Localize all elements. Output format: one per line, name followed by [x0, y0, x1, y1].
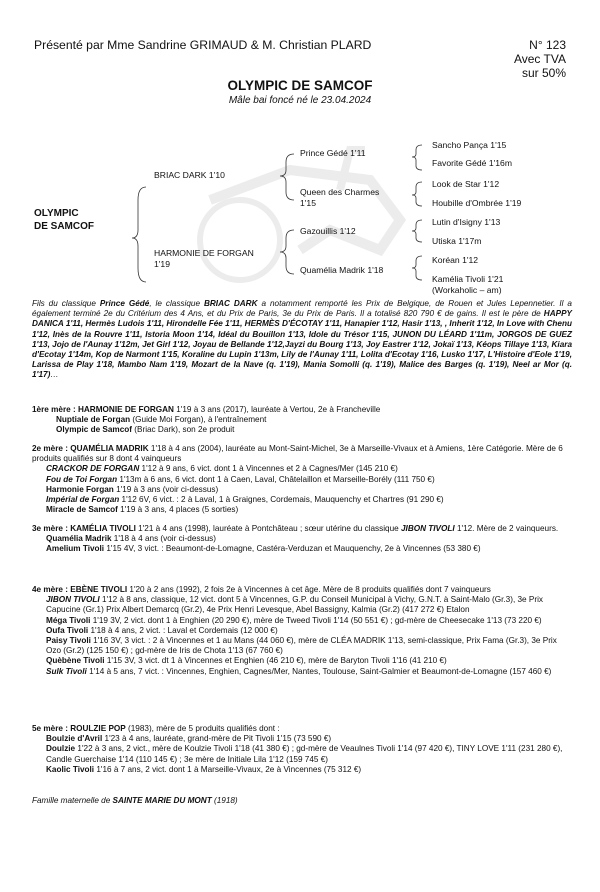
second-dam-produce-3 [32, 485, 572, 495]
family-year: (1918) [211, 796, 238, 805]
produce-detail: 1'19 3V, 2 vict. dont 1 à Enghien (20 290 €), mère de Tweed Tivoli 1'14 (50 551 €) ; gd-mère de Cheesecake 1'13 (73 220 €) [90, 615, 542, 625]
sire-bold-2: BRIAC DARK [203, 299, 258, 308]
third-dam-rest: 1'21 à 4 ans (1998), lauréate à Pontchâteau ; sœur utérine du classique [135, 524, 401, 533]
horse-title: OLYMPIC DE SAMCOF [227, 78, 373, 93]
ddd [432, 274, 503, 296]
dds: Koréan 1'12 [432, 255, 479, 265]
produce-detail: 1'18 à 4 ans (voir ci-dessus) [111, 534, 216, 544]
pedigree-horse-line1: OLYMPIC [34, 208, 79, 219]
fourth-dam-produce-5 [32, 656, 572, 666]
third-dam-brother: JIBON TIVOLI [400, 524, 455, 533]
produce-name: Paisy Tivoli [46, 636, 91, 646]
produce-detail: 1'22 à 3 ans, 2 vict., mère de Koulzie Tivoli 1'18 (41 380 €) ; gd-mère de Veaulnes Tivoli 1'14 (97 420 €), TINY LOVE 1'11 (231 280 €), Candle Guerchaise 1'14 (110 145 €) ; 3e mère de Initiale Lila 1'12 (159 745 €) [46, 744, 563, 764]
dam-line2: 1'19 [154, 259, 170, 269]
produce-name: CRACKOR DE FORGAN [46, 464, 140, 474]
produce-name: Oufa Tivoli [46, 625, 89, 635]
fifth-dam-produce-2 [32, 744, 572, 764]
dam-sire: Gazouillis 1'12 [300, 226, 356, 236]
third-dam-rest2: 1'12. Mère de 2 vainqueurs. [454, 524, 559, 533]
third-dam-produce-1 [32, 534, 572, 544]
second-dam-produce-1 [32, 464, 572, 474]
second-dam-produce-4 [32, 495, 572, 505]
first-dam-label: 1ère mère : [32, 405, 78, 414]
produce-detail: 1'18 à 4 ans, 2 vict. : Laval et Cordemais (12 000 €) [88, 625, 278, 635]
second-dam-name: QUAMÉLIA MADRIK [70, 444, 149, 453]
produce-detail: 1'14 à 5 ans, 7 vict. : Vincennes, Enghien, Cagnes/Mer, Nantes, Toulouse, Saint-Galmier et Beaumont-de-Lomagne (157 460 €) [86, 666, 552, 676]
dam-dam: Quamélia Madrik 1'18 [300, 265, 384, 275]
fifth-dam-label: 5e mère : [32, 724, 71, 733]
produce-name: Kaolic Tivoli [46, 764, 95, 774]
third-dam-section [32, 524, 572, 555]
produce-detail: 1'13m à 6 ans, 6 vict. dont 1 à Caen, Laval, Châtelaillon et Marseille-Borély (111 750 €) [117, 474, 435, 484]
first-dam-section [32, 405, 572, 436]
sire-dam [300, 187, 379, 209]
fourth-dam-produce-4 [32, 636, 572, 656]
produce-name: Quèbène Tivoli [46, 656, 105, 666]
maternal-family [32, 796, 238, 805]
produce-name: Sulk Tivoli [46, 666, 87, 676]
third-dam-label: 3e mère : [32, 524, 71, 533]
sss: Sancho Pança 1'15 [432, 140, 507, 150]
sire-paragraph [32, 299, 572, 381]
second-dam-produce-2 [32, 475, 572, 485]
first-dam-rest: 1'19 à 3 ans (2017), lauréate à Vertou, 2e à Francheville [173, 405, 381, 414]
sire-text-1: Fils du classique [32, 299, 100, 308]
second-dam-section [32, 444, 572, 515]
produce-detail: 1'12 à 9 ans, 6 vict. dont 1 à Vincennes et 2 à Cagnes/Mer (145 210 €) [139, 464, 398, 474]
fourth-dam-rest: 1'20 à 2 ans (1992), 2 fois 2e à Vincennes à cet âge. Mère de 8 produits qualifiés dont 7 vainqueurs [127, 585, 491, 594]
fifth-dam-section [32, 724, 572, 775]
sire: BRIAC DARK 1'10 [154, 170, 225, 180]
produce-name: Impérial de Forgan [46, 495, 120, 505]
sire-text-4: … [50, 370, 59, 380]
produce-name: JIBON TIVOLI [46, 595, 100, 605]
second-dam-produce-5 [32, 505, 572, 515]
produce-name: Nuptiale de Forgan [56, 415, 131, 425]
produce-detail: 1'12 à 8 ans, classique, 12 vict. dont 5 à Vincennes, G.P. du Conseil Municipal à Vichy, G.N.T. à Saint-Malo (Gr.3), 3e Prix Capucine (Gr.1) Prix Albert Demarcq (Gr.2), 4e Prix Henri Levesque, Abel Bassigny, Kalmia (Gr.2) (417 272 €) Etalon [46, 595, 543, 615]
fourth-dam-label: 4e mère : [32, 585, 71, 594]
fourth-dam-produce-3 [32, 626, 572, 636]
fifth-dam-produce-3 [32, 765, 572, 775]
produce-detail: 1'15 4V, 3 vict. : Beaumont-de-Lomagne, Castéra-Verduzan et Mauquenchy, 2e à Vincennes (53 380 €) [104, 544, 481, 554]
family-name: SAINTE MARIE DU MONT [112, 796, 212, 805]
sire-progeny: HAPPY DANICA 1'11, Hermès Ludois 1'11, Hirondelle Fée 1'11, HERMÈS D'ÉCOTAY 1'11, Hanapier 1'12, Hasir 1'13, , Inherit 1'12, In Love with Chenu 1'12, Inès de la Rouvre 1'11, Istoria Moon 1'14, Idéal du Bouillon 1'13, Idole du Trésor 1'15, JUNON DU LÉARD 1'11m, JORGOS DE GUEZ 1'13, Jojo de l'Aunay 1'12m, Jet Girl 1'12, Joyau de Bellande 1'12,Jayzi du Bourg 1'13, Joy Eastrer 1'12, Jokaï 1'13, Kéops Tillaye 1'13, Kiara d'Ecotay 1'14m, Kop de Narmont 1'15, Koraline du Lupin 1'13m, Lily de l'Aunay 1'11, Lolita d'Ecotay 1'16, Lusko 1'17, L'Histoire d'Eole 1'19, Larissa de Play 1'18, Mambo Nam 1'19, Mozart de la Nave (q. 1'19), Mania Somolli (q. 1'19), Malice des Barges (q. 1'19), Neel ar Mor (q. 1'17) [32, 309, 572, 380]
fifth-dam-name: ROULZIE POP [70, 724, 126, 733]
third-dam-name: KAMÉLIA TIVOLI [70, 524, 136, 533]
produce-detail: 1'16 à 7 ans, 2 vict. dont 1 à Marseille-Vivaux, 2e à Vincennes (75 312 €) [94, 764, 362, 774]
produce-name: Miracle de Samcof [46, 505, 118, 515]
second-dam-rest: 1'18 à 4 ans (2004), lauréate au Mont-Saint-Michel, 3e à Marseille-Vivaux et à Amiens, 1ère Catégorie. Mère de 6 produits qualifiés sur 8 dont 4 vainqueurs [32, 444, 563, 464]
tva-label: Avec TVA [513, 52, 566, 66]
pedigree-braces [130, 140, 430, 300]
first-dam-produce-1 [32, 415, 572, 425]
produce-detail: 1'16 3V, 3 vict. : 2 à Vincennes et 1 au Mans (44 060 €), mère de CLÉA MADRIK 1'13, semi-classique, Prix Fama (Gr.3), 3e Prix Ozo (Gr.2) (125 150 €) ; gd-mère de Iris de Chota 1'13 (67 760 €) [46, 636, 557, 656]
share-label: sur 50% [521, 66, 566, 80]
produce-name: Amelium Tivoli [46, 544, 105, 554]
produce-detail: 1'19 à 3 ans (voir ci-dessus) [113, 484, 219, 494]
produce-detail: (Guide Moi Forgan), à l'entraînement [130, 415, 267, 425]
family-prefix: Famille maternelle de [32, 796, 113, 805]
produce-detail: (Briac Dark), son 2e produit [132, 425, 235, 435]
presenter-line: Présenté par Mme Sandrine GRIMAUD & M. Christian PLARD [34, 38, 372, 52]
horse-subtitle: Mâle bai foncé né le 23.04.2024 [228, 95, 372, 106]
fifth-dam-produce-1 [32, 734, 572, 744]
produce-name: Boulzie d'Avril [46, 734, 103, 744]
third-dam-produce-2 [32, 544, 572, 554]
produce-detail: 1'23 à 4 ans, lauréate, grand-mère de Pit Tivoli 1'15 (73 590 €) [102, 734, 332, 744]
lot-number: N° 123 [529, 38, 566, 52]
fourth-dam-produce-2 [32, 616, 572, 626]
produce-name: Méga Tivoli [46, 615, 91, 625]
fourth-dam-section [32, 585, 572, 677]
produce-name: Harmonie Forgan [46, 484, 114, 494]
dss: Lutin d'Isigny 1'13 [432, 217, 501, 227]
produce-detail: 1'15 3V, 3 vict. dt 1 à Vincennes et Enghien (46 210 €), mère de Baryton Tivoli 1'16 (41 210 €) [104, 656, 447, 666]
fourth-dam-produce-1 [32, 595, 572, 615]
fourth-dam-name: EBÈNE TIVOLI [70, 585, 128, 594]
sire-text-2: , le classique [149, 299, 204, 308]
first-dam-name: HARMONIE DE FORGAN [77, 405, 174, 414]
produce-name: Olympic de Samcof [56, 425, 132, 435]
dam-line1: HARMONIE DE FORGAN [154, 248, 254, 258]
pedigree-horse-line2: DE SAMCOF [34, 221, 94, 232]
sire-dam-line1: Queen des Charmes [300, 187, 380, 197]
produce-detail: 1'19 à 3 ans, 4 places (5 sorties) [117, 505, 239, 515]
pedigree-horse-name [34, 207, 94, 233]
dsd: Utiska 1'17m [432, 236, 482, 246]
ddd-line1: Kamélia Tivoli 1'21 [432, 274, 504, 284]
fifth-dam-rest: (1983), mère de 5 produits qualifiés dont : [125, 724, 280, 733]
ssd: Favorite Gédé 1'16m [432, 158, 512, 168]
produce-name: Quamélia Madrik [46, 534, 112, 544]
second-dam-label: 2e mère : [32, 444, 71, 453]
lot-info [514, 38, 566, 80]
sdd: Houbille d'Ombrée 1'19 [432, 198, 522, 208]
fourth-dam-produce-6 [32, 667, 572, 677]
sds: Look de Star 1'12 [432, 179, 500, 189]
dam [154, 248, 254, 270]
ddd-line2: (Workaholic – am) [432, 285, 502, 295]
produce-name: Doulzie [46, 744, 76, 754]
sire-bold-1: Prince Gédé [99, 299, 150, 308]
sire-dam-line2: 1'15 [300, 198, 316, 208]
produce-detail: 1'12 6V, 6 vict. : 2 à Laval, 1 à Graignes, Cordemais, Mauquenchy et Chartres (91 290 €) [119, 495, 444, 505]
sire-text-3: a notamment remporté les Prix de Belgique, de Rouen et Jules Lepennetier. Il a également terminé 2e du Critérium des 4 Ans, et du Prix de Paris, 3e du Prix de Paris. Il a totalisé 820 790 € de gains. Il est le père de [32, 299, 572, 319]
first-dam-produce-2 [32, 425, 572, 435]
produce-name: Fou de Toi Forgan [46, 474, 118, 484]
sire-sire: Prince Gédé 1'11 [300, 148, 366, 158]
